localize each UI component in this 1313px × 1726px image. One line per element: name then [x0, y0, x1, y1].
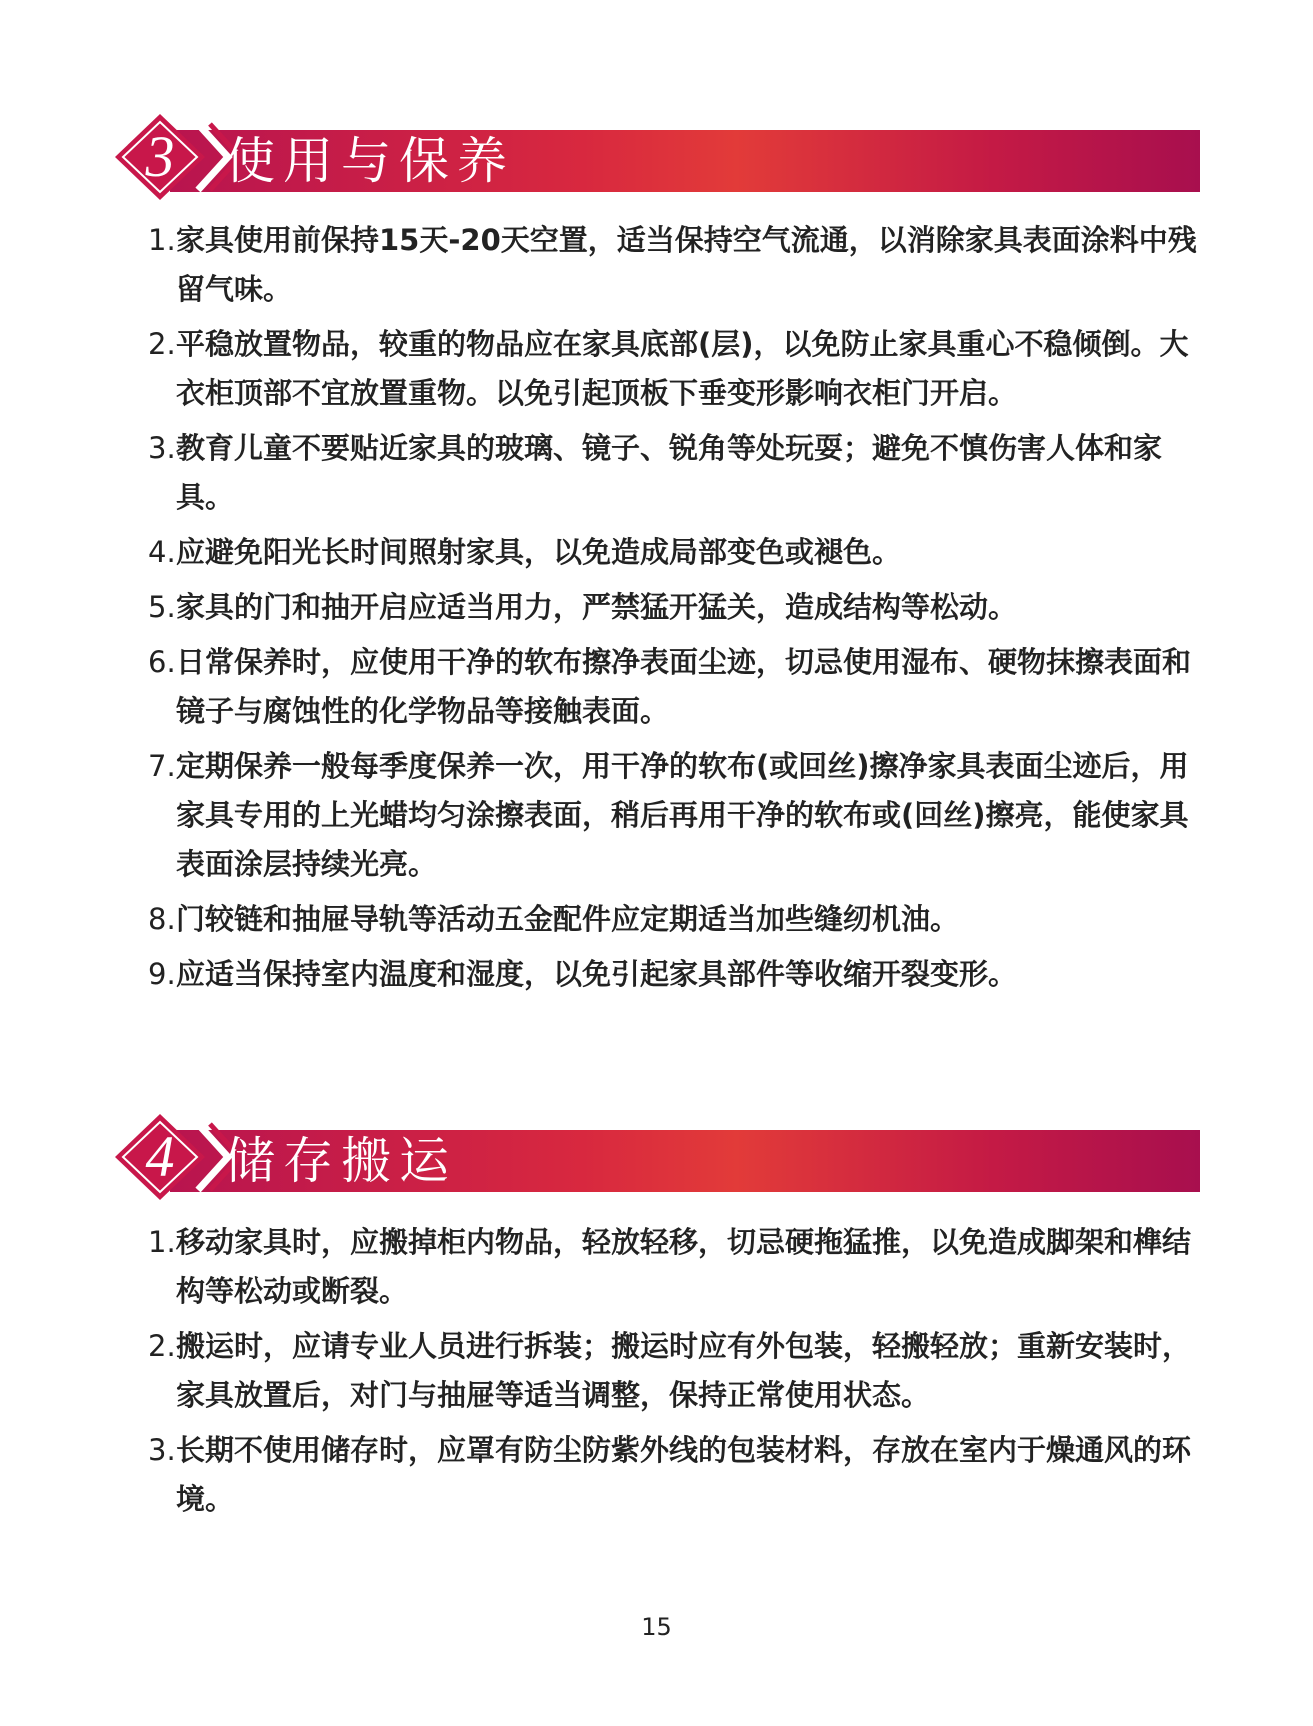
section-4-header	[110, 1112, 1200, 1202]
section-3-list	[148, 216, 1208, 1005]
section-4-badge	[110, 1112, 240, 1202]
list-item: 1. 家具使用前保持15天-20天空置，适当保持空气流通，以消除家具表面涂料中残留气味。	[148, 223, 1197, 306]
list-item: 3. 教育儿童不要贴近家具的玻璃、镜子、锐角等处玩耍；避免不慎伤害人体和家具。	[148, 431, 1163, 514]
list-item: 6. 日常保养时，应使用干净的软布擦净表面尘迹，切忌使用湿布、硬物抹擦表面和镜子与腐蚀性的化学物品等接触表面。	[148, 645, 1192, 728]
list-item: 5. 家具的门和抽开启应适当用力，严禁猛开猛关，造成结构等松动。	[148, 590, 1018, 624]
section-3-header	[110, 112, 1200, 202]
list-item: 3. 长期不使用储存时，应罩有防尘防紫外线的包装材料，存放在室内于燥通风的环境。	[148, 1433, 1192, 1516]
section-3-title: 使用与保养	[225, 132, 515, 190]
section-3-badge	[110, 112, 240, 202]
section-4-list	[148, 1218, 1208, 1530]
section-3-number: 3	[145, 124, 175, 189]
list-item: 8. 门较链和抽屉导轨等活动五金配件应定期适当加些缝纫机油。	[148, 902, 960, 936]
list-item: 4. 应避免阳光长时间照射家具，以免造成局部变色或褪色。	[148, 535, 902, 569]
section-4-number: 4	[145, 1124, 175, 1189]
list-item: 2. 搬运时，应请专业人员进行拆装；搬运时应有外包装，轻搬轻放；重新安装时，家具放置后，对门与抽屉等适当调整，保持正常使用状态。	[148, 1329, 1192, 1412]
list-item: 1. 移动家具时，应搬掉柜内物品，轻放轻移，切忌硬拖猛推，以免造成脚架和榫结构等松动或断裂。	[148, 1225, 1192, 1308]
section-4-title: 储存搬运	[225, 1132, 457, 1190]
list-item: 9. 应适当保持室内温度和湿度，以免引起家具部件等收缩开裂变形。	[148, 957, 1018, 991]
page-number: 15	[641, 1613, 672, 1641]
list-item: 7. 定期保养一般每季度保养一次，用干净的软布(或回丝)擦净家具表面尘迹后，用家具专用的上光蜡均匀涂擦表面，稍后再用干净的软布或(回丝)擦亮，能使家具表面涂层持续光亮。	[148, 749, 1189, 881]
list-item: 2. 平稳放置物品，较重的物品应在家具底部(层)，以免防止家具重心不稳倾倒。大衣柜顶部不宜放置重物。以免引起顶板下垂变形影响衣柜门开启。	[148, 327, 1189, 410]
